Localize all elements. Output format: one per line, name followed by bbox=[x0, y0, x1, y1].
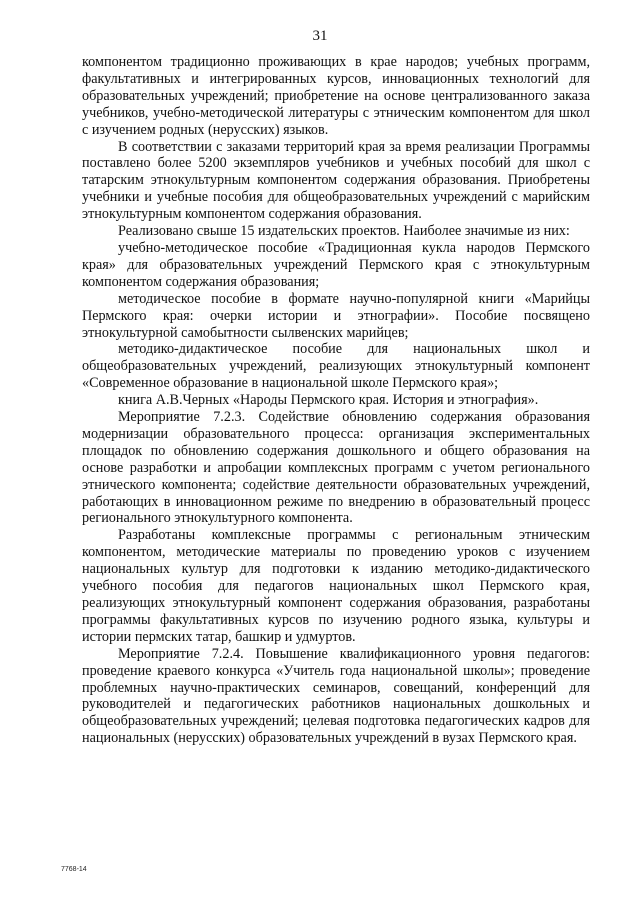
list-item: методическое пособие в формате научно-популярной книги «Марийцы Пермского края: очерки истории и этнографии». Пособие посвящено этнокультурной самобытности сылвенских марийцев; bbox=[82, 290, 590, 341]
paragraph: Реализовано свыше 15 издательских проектов. Наиболее значимые из них: bbox=[118, 223, 570, 240]
page-number: 31 bbox=[312, 28, 328, 44]
paragraph: Разработаны комплексные программы с региональным этническим компонентом, методические материалы по проведению уроков с изучением национальных культур для подготовки к изданию методико-дидактического учебного пособия для педагогов национальных школ Пермского края, реализующих этнокультурный компонент содержания образования, разработаны программы факультативных курсов по изучению родного языка, культуры и истории пермских татар, башкир и удмуртов. bbox=[82, 527, 590, 645]
footer-document-code: 7768-14 bbox=[61, 866, 87, 873]
paragraph: компонентом традиционно проживающих в крае народов; учебных программ, факультативных и интегрированных курсов, инновационных технологий для образовательных учреждений; приобретение на основе централизованного заказа учебников, учебно-методической литературы с этническим компонентом для школ с изучением родных (нерусских) языков. bbox=[82, 54, 590, 138]
list-item: книга А.В.Черных «Народы Пермского края. История и этнография». bbox=[118, 392, 539, 409]
list-item: методико-дидактическое пособие для национальных школ и общеобразовательных учреждений, реализующих этнокультурный компонент «Современное образование в национальной школе Пермского края»; bbox=[82, 341, 590, 392]
paragraph: В соответствии с заказами территорий края за время реализации Программы поставлено более 5200 экземпляров учебников и учебных пособий для школ с татарским этнокультурным компонентом содержания образования. Приобретены учебники и учебные пособия для общеобразовательных учреждений с марийским этнокультурным компонентом содержания образования. bbox=[82, 138, 590, 223]
paragraph: Мероприятие 7.2.4. Повышение квалификационного уровня педагогов: проведение краевого конкурса «Учитель года национальной школы»; проведение проблемных научно-практических семинаров, совещаний, конференций для руководителей и педагогических работников национальных дошкольных и общеобразовательных учреждений; целевая подготовка педагогических кадров для национальных (нерусских) образовательных учреждений в вузах Пермского края. bbox=[82, 645, 590, 747]
document-body bbox=[82, 54, 590, 747]
paragraph: Мероприятие 7.2.3. Содействие обновлению содержания образования модернизации образовательного процесса: организация экспериментальных площадок по обновлению содержания дошкольного и общего образования на основе разработки и апробации комплексных программ с учетом регионального этнического компонента; содействие деятельности образовательных учреждений, работающих в инновационном режиме по внедрению в образовательный процесс регионального этнокультурного компонента. bbox=[82, 409, 590, 527]
list-item: учебно-методическое пособие «Традиционная кукла народов Пермского края» для образовательных учреждений Пермского края с этнокультурным компонентом содержания образования; bbox=[82, 239, 590, 290]
